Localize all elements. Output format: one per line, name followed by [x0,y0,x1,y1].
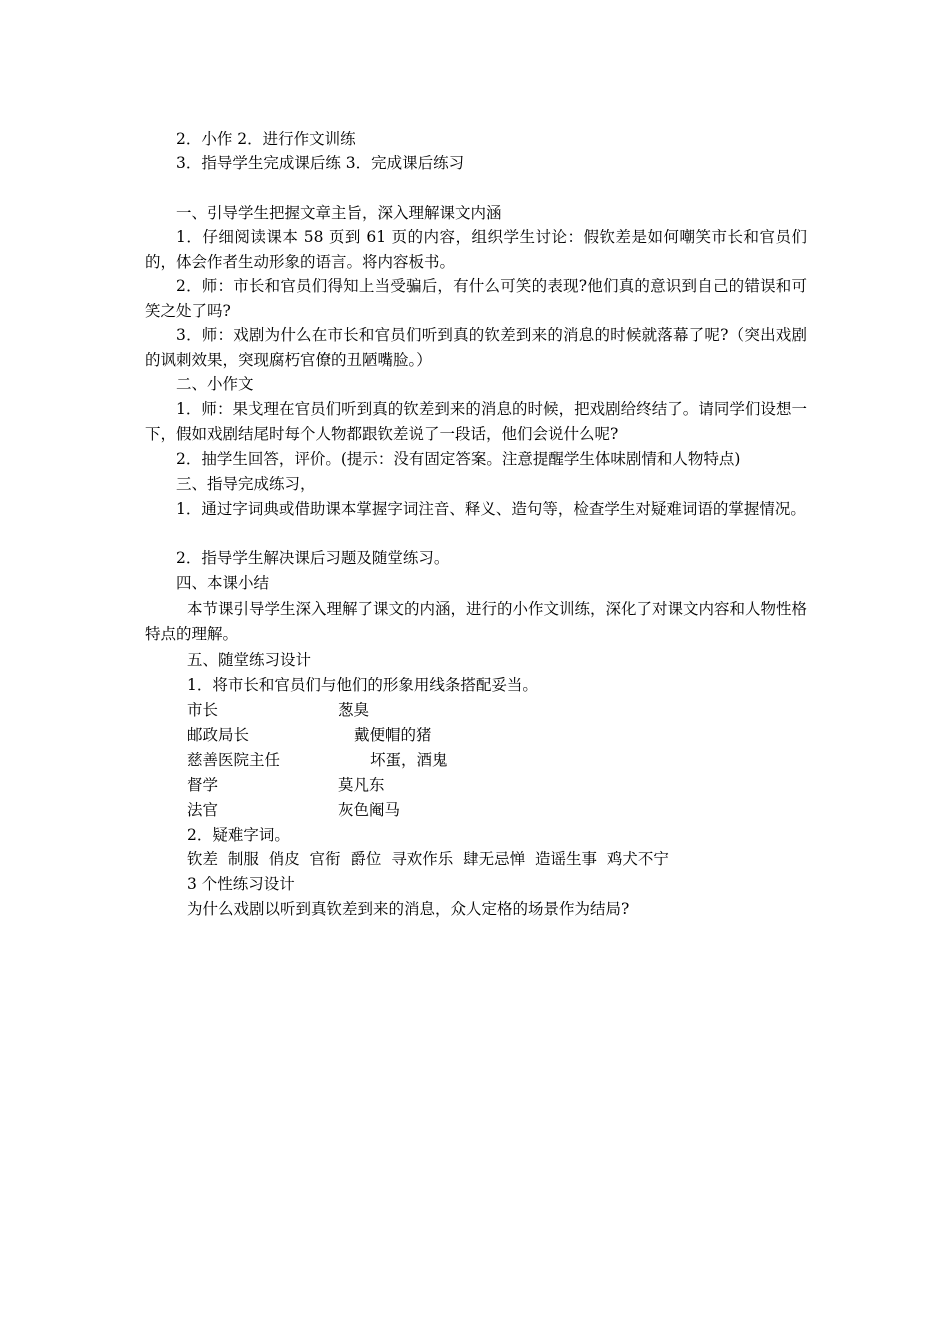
section5-question-3-heading: 3 个性练习设计 [187,875,295,893]
section2-paragraph-2: 2．抽学生回答，评价。(提示：没有固定答案。注意提醒学生体味剧情和人物特点) [176,450,741,468]
match-right-item: 坏蛋，酒鬼 [370,751,448,769]
section1-paragraph-2: 2．师：市长和官员们得知上当受骗后，有什么可笑的表现?他们真的意识到自己的错误和可笑之处了吗? [145,277,807,320]
section5-question-2: 2．疑难字词。 [187,826,290,844]
top-item-2: 3．指导学生完成课后练 3．完成课后练习 [176,154,465,172]
difficult-words-list: 钦差 制服 俏皮 官衔 爵位 寻欢作乐 肆无忌惮 造谣生事 鸡犬不宁 [187,850,669,868]
section5-question-1: 1．将市长和官员们与他们的形象用线条搭配妥当。 [187,676,538,694]
section1-heading: 一、引导学生把握文章主旨，深入理解课文内涵 [176,204,502,222]
section5-heading: 五、随堂练习设计 [187,651,312,669]
section2-paragraph-1: 1．师：果戈理在官员们听到真的钦差到来的消息的时候，把戏剧给终结了。请同学们设想一下，假如戏剧结尾时每个人物都跟钦差说了一段话，他们会说什么呢? [145,400,807,443]
match-right-item: 葱臭 [338,701,370,719]
section4-paragraph-1: 本节课引导学生深入理解了课文的内涵，进行的小作文训练，深化了对课文内容和人物性格特点的理解。 [145,600,808,643]
section1-paragraph-3: 3．师：戏剧为什么在市长和官员们听到真的钦差到来的消息的时候就落幕了呢?（突出戏剧的讽刺效果，突现腐朽官僚的丑陋嘴脸。） [145,326,807,369]
match-left-item: 督学 [187,776,219,794]
section1-paragraph-1: 1．仔细阅读课本 58 页到 61 页的内容，组织学生讨论：假钦差是如何嘲笑市长和官员们的，体会作者生动形象的语言。将内容板书。 [145,228,807,271]
section3-heading: 三、指导完成练习， [176,475,316,493]
section4-heading: 四、本课小结 [176,574,270,592]
match-left-item: 法官 [187,801,219,819]
section3-paragraph-1: 1．通过字词典或借助课本掌握字词注音、释义、造句等，检查学生对疑难词语的掌握情况。 [176,500,806,518]
match-right-item: 灰色阉马 [338,801,401,819]
section5-question-3: 为什么戏剧以听到真钦差到来的消息，众人定格的场景作为结局? [187,900,630,918]
match-left-item: 慈善医院主任 [187,751,281,769]
match-left-item: 市长 [187,701,219,719]
match-right-item: 莫凡东 [338,776,385,794]
match-right-item: 戴便帽的猪 [354,726,432,744]
match-left-item: 邮政局长 [187,726,250,744]
top-item-1: 2．小作 2．进行作文训练 [176,130,356,148]
section2-heading: 二、小作文 [176,375,254,393]
section3-paragraph-2: 2．指导学生解决课后习题及随堂练习。 [176,549,450,567]
